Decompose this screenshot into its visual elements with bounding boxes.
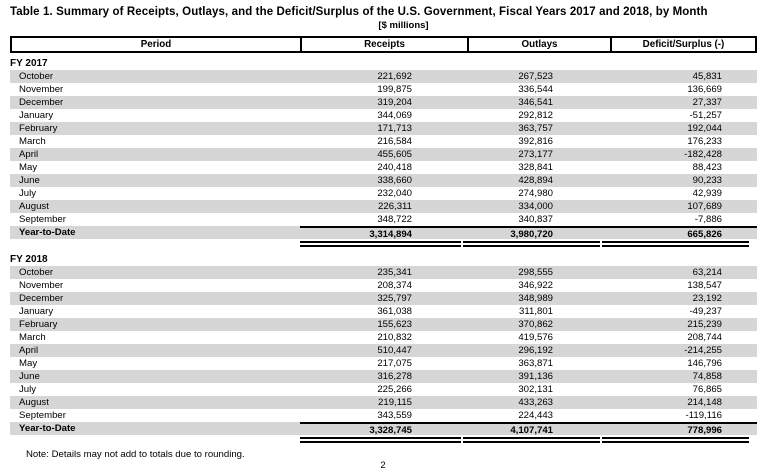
deficit-cell: 778,996 — [610, 422, 757, 435]
table-row — [10, 409, 757, 422]
period-cell: May — [19, 358, 38, 369]
receipts-cell: 344,069 — [377, 110, 412, 121]
period-cell: June — [19, 371, 40, 382]
rule-segment — [463, 241, 600, 247]
period-cell: Year-to-Date — [19, 227, 76, 238]
table-row — [10, 174, 757, 187]
deficit-cell: 76,865 — [692, 384, 722, 395]
outlays-cell: 224,443 — [518, 410, 553, 421]
period-cell: August — [19, 397, 49, 408]
period-cell: August — [19, 201, 49, 212]
outlays-cell: 3,980,720 — [467, 226, 610, 239]
deficit-cell: 176,233 — [687, 136, 722, 147]
outlays-cell: 433,263 — [518, 397, 553, 408]
receipts-cell: 3,314,894 — [300, 226, 467, 239]
outlays-cell: 336,544 — [518, 84, 553, 95]
deficit-cell: 42,939 — [692, 188, 722, 199]
table-body — [10, 53, 757, 443]
outlays-cell: 298,555 — [518, 267, 553, 278]
receipts-cell: 338,660 — [377, 175, 412, 186]
period-cell: July — [19, 384, 37, 395]
period-cell: January — [19, 306, 54, 317]
table-row — [10, 148, 757, 161]
period-cell: January — [19, 110, 54, 121]
receipts-cell: 235,341 — [377, 267, 412, 278]
outlays-cell: 346,541 — [518, 97, 553, 108]
receipts-cell: 225,266 — [377, 384, 412, 395]
period-cell: December — [19, 293, 64, 304]
deficit-cell: 192,044 — [687, 123, 722, 134]
receipts-cell: 226,311 — [378, 201, 412, 212]
period-cell: July — [19, 188, 37, 199]
period-cell: October — [19, 267, 54, 278]
deficit-cell: 23,192 — [692, 293, 722, 304]
double-rule — [300, 437, 757, 443]
period-cell: November — [19, 84, 64, 95]
deficit-cell: 107,689 — [687, 201, 722, 212]
outlays-cell: 370,862 — [518, 319, 553, 330]
deficit-cell: -7,886 — [694, 214, 722, 225]
footnote: Note: Details may not add to totals due to rounding. — [26, 449, 245, 460]
outlays-cell: 363,757 — [518, 123, 553, 134]
table-subtitle: [$ millions] — [378, 20, 429, 31]
receipts-cell: 199,875 — [377, 84, 412, 95]
outlays-cell: 419,576 — [518, 332, 553, 343]
table-row — [10, 331, 757, 344]
receipts-cell: 208,374 — [377, 280, 412, 291]
period-cell: September — [19, 214, 66, 225]
table-row — [10, 318, 757, 331]
deficit-cell: 45,831 — [692, 71, 722, 82]
table-row — [10, 266, 757, 279]
period-cell: April — [19, 149, 39, 160]
deficit-cell: 88,423 — [692, 162, 722, 173]
receipts-cell: 155,623 — [377, 319, 412, 330]
deficit-cell: 136,669 — [687, 84, 722, 95]
total-row — [10, 226, 757, 239]
table-row — [10, 383, 757, 396]
receipts-cell: 219,115 — [378, 397, 412, 408]
table-row — [10, 305, 757, 318]
deficit-cell: 215,239 — [687, 319, 722, 330]
receipts-cell: 316,278 — [377, 371, 412, 382]
table-row — [10, 279, 757, 292]
table-row — [10, 122, 757, 135]
outlays-cell: 311,801 — [519, 306, 553, 317]
deficit-cell: 90,233 — [692, 175, 722, 186]
deficit-cell: -51,257 — [689, 110, 722, 121]
outlays-cell: 267,523 — [518, 71, 553, 82]
table-header-row — [10, 36, 757, 53]
period-cell: June — [19, 175, 40, 186]
table-title: Table 1. Summary of Receipts, Outlays, and the Deficit/Surplus of the U.S. Government, Fiscal Years 2017 and 2018, by Month — [10, 6, 708, 18]
deficit-cell: -182,428 — [684, 149, 722, 160]
receipts-cell: 348,722 — [377, 214, 412, 225]
total-row — [10, 422, 757, 435]
receipts-cell: 325,797 — [377, 293, 412, 304]
deficit-cell: 665,826 — [610, 226, 757, 239]
section-label: FY 2017 — [10, 58, 48, 69]
outlays-cell: 296,192 — [518, 345, 553, 356]
rule-segment — [602, 241, 749, 247]
receipts-cell: 210,832 — [377, 332, 412, 343]
outlays-cell: 274,980 — [518, 188, 553, 199]
period-cell: February — [19, 319, 58, 330]
section-label: FY 2018 — [10, 254, 48, 265]
column-header-receipts: Receipts — [302, 38, 469, 51]
receipts-cell: 216,584 — [377, 136, 412, 147]
period-cell: Year-to-Date — [19, 423, 76, 434]
deficit-cell: -119,116 — [685, 410, 722, 421]
receipts-cell: 319,204 — [377, 97, 412, 108]
period-cell: April — [19, 345, 39, 356]
rule-segment — [463, 437, 600, 443]
rule-segment — [300, 241, 461, 247]
receipts-cell: 361,038 — [377, 306, 412, 317]
outlays-cell: 428,894 — [518, 175, 553, 186]
table-row — [10, 370, 757, 383]
double-rule — [300, 241, 757, 247]
period-cell: November — [19, 280, 64, 291]
deficit-cell: 63,214 — [692, 267, 722, 278]
deficit-cell: 208,744 — [687, 332, 722, 343]
receipts-cell: 455,605 — [377, 149, 412, 160]
outlays-cell: 346,922 — [518, 280, 553, 291]
outlays-cell: 273,177 — [518, 149, 553, 160]
table-row — [10, 200, 757, 213]
table-row — [10, 213, 757, 226]
table-row — [10, 161, 757, 174]
outlays-cell: 363,871 — [518, 358, 553, 369]
period-cell: March — [19, 332, 46, 343]
receipts-cell: 232,040 — [377, 188, 412, 199]
period-cell: February — [19, 123, 58, 134]
outlays-cell: 328,841 — [518, 162, 553, 173]
column-header-period: Period — [12, 38, 302, 51]
receipts-cell: 171,713 — [377, 123, 412, 134]
deficit-cell: 138,547 — [687, 280, 722, 291]
deficit-cell: -49,237 — [689, 306, 722, 317]
outlays-cell: 348,989 — [518, 293, 553, 304]
rule-segment — [602, 437, 749, 443]
table-row — [10, 83, 757, 96]
table-row — [10, 292, 757, 305]
receipts-cell: 3,328,745 — [300, 422, 467, 435]
outlays-cell: 391,136 — [518, 371, 553, 382]
outlays-cell: 4,107,741 — [467, 422, 610, 435]
receipts-cell: 343,559 — [377, 410, 412, 421]
receipts-cell: 221,692 — [377, 71, 412, 82]
receipts-cell: 217,075 — [377, 358, 412, 369]
deficit-cell: 27,337 — [692, 97, 722, 108]
table-row — [10, 96, 757, 109]
period-cell: December — [19, 97, 64, 108]
document-page — [0, 6, 766, 473]
table-row — [10, 357, 757, 370]
outlays-cell: 392,816 — [518, 136, 553, 147]
outlays-cell: 340,837 — [518, 214, 553, 225]
receipts-cell: 240,418 — [377, 162, 412, 173]
rule-segment — [300, 437, 461, 443]
table-row — [10, 70, 757, 83]
table-row — [10, 135, 757, 148]
deficit-cell: -214,255 — [684, 345, 722, 356]
receipts-cell: 510,447 — [377, 345, 412, 356]
outlays-cell: 292,812 — [518, 110, 553, 121]
table-row — [10, 396, 757, 409]
summary-table — [10, 36, 757, 443]
table-row — [10, 187, 757, 200]
period-cell: September — [19, 410, 66, 421]
period-cell: May — [19, 162, 38, 173]
column-header-outlays: Outlays — [469, 38, 612, 51]
period-cell: October — [19, 71, 54, 82]
deficit-cell: 146,796 — [687, 358, 722, 369]
column-header-deficit: Deficit/Surplus (-) — [642, 39, 725, 50]
period-cell: March — [19, 136, 46, 147]
table-row — [10, 109, 757, 122]
page-number: 2 — [380, 460, 386, 471]
outlays-cell: 302,131 — [518, 384, 553, 395]
deficit-cell: 214,148 — [687, 397, 722, 408]
table-row — [10, 344, 757, 357]
deficit-cell: 74,858 — [692, 371, 722, 382]
outlays-cell: 334,000 — [518, 201, 553, 212]
